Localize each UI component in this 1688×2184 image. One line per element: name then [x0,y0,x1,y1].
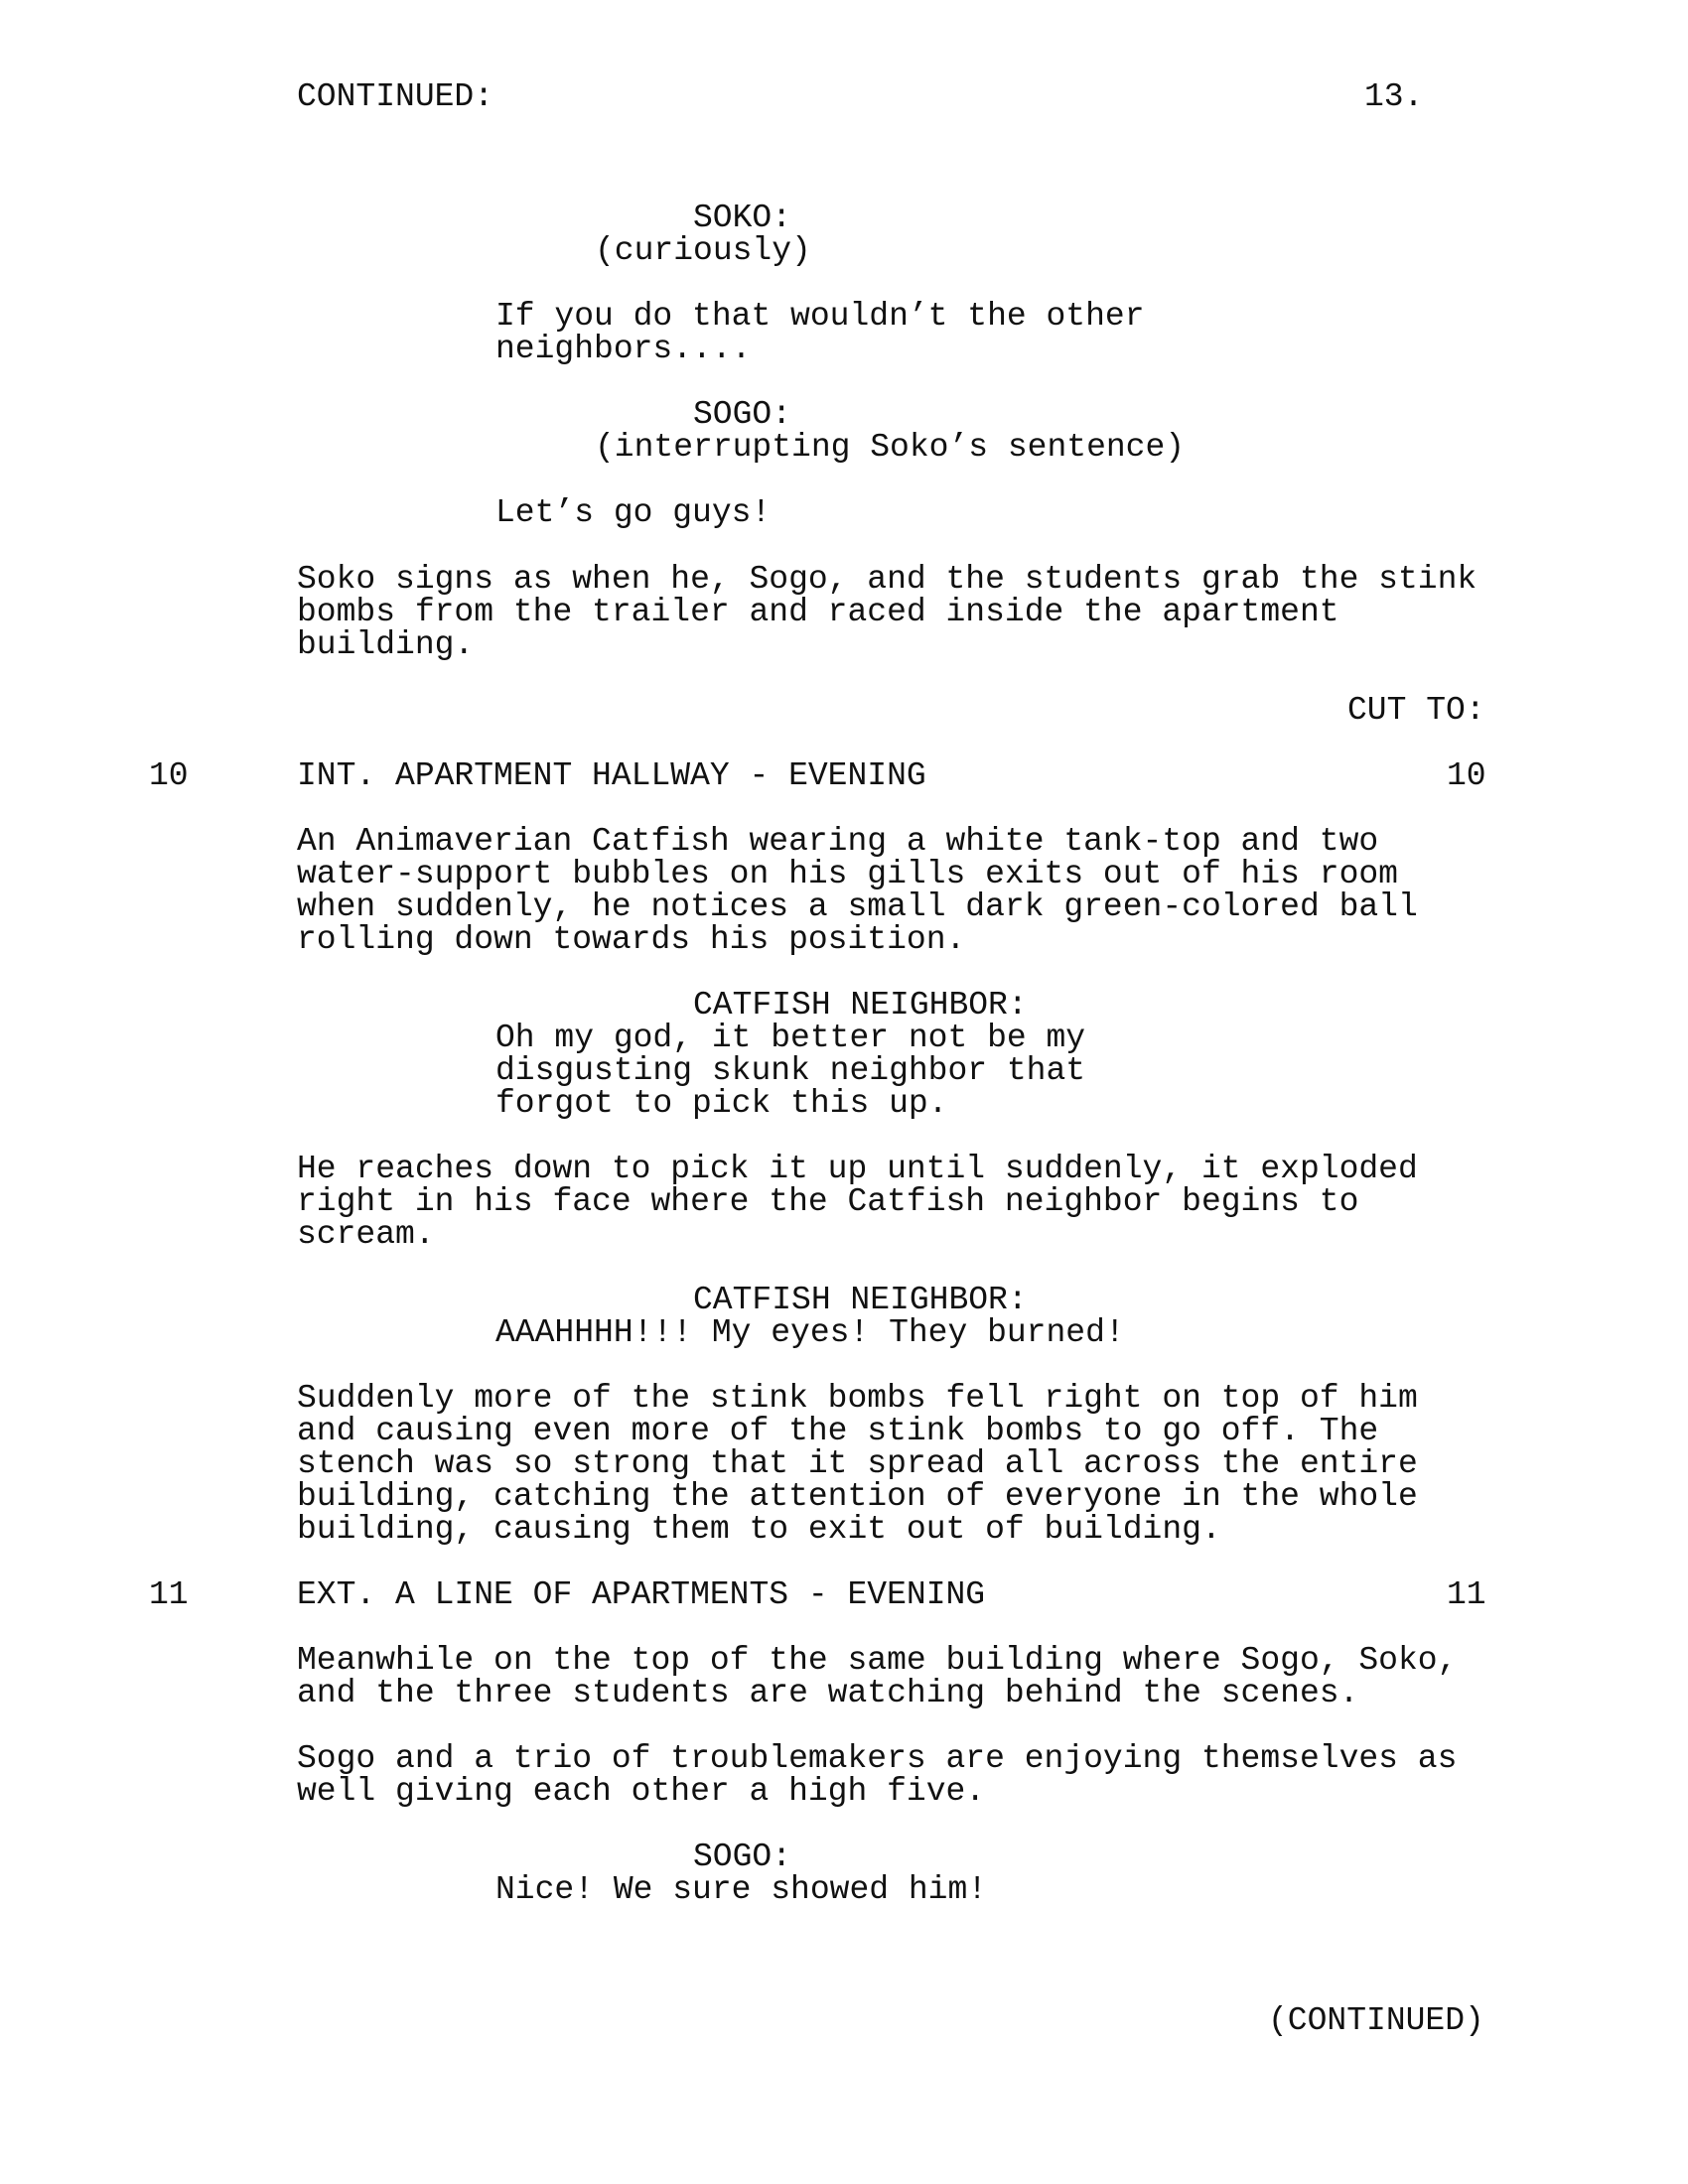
dialogue-line: Let’s go guys! [495,494,772,531]
dialogue-line: Oh my god, it better not be my [495,1020,1086,1056]
action-line: water-support bubbles on his gills exits out of his room [297,856,1398,892]
action-line: and causing even more of the stink bombs to go off. The [297,1413,1379,1449]
action-line: rolling down towards his position. [297,921,966,958]
action-line: Sogo and a trio of troublemakers are enjoying themselves as [297,1740,1458,1777]
character-name: CATFISH NEIGHBOR: [693,1282,1028,1318]
continued-footer: (CONTINUED) [1268,2002,1484,2039]
action-line: Soko signs as when he, Sogo, and the students grab the stink [297,561,1477,598]
action-line: Meanwhile on the top of the same building where Sogo, Soko, [297,1642,1458,1679]
action-line: scream. [297,1216,435,1253]
action-line: stench was so strong that it spread all across the entire [297,1445,1418,1482]
transition: CUT TO: [1347,692,1485,729]
scene-heading: EXT. A LINE OF APARTMENTS - EVENING [297,1576,986,1613]
page-number: 13. [1364,78,1424,115]
continued-header: CONTINUED: [297,78,494,115]
action-line: building, catching the attention of everyone in the whole [297,1478,1418,1515]
character-name: SOKO: [693,200,792,236]
parenthetical: (curiously) [595,232,811,269]
action-line: building. [297,626,475,663]
action-line: bombs from the trailer and raced inside the apartment [297,594,1339,630]
dialogue-line: disgusting skunk neighbor that [495,1052,1086,1089]
parenthetical: (interrupting Soko’s sentence) [595,429,1186,466]
scene-number-left: 11 [149,1576,189,1613]
dialogue-line: neighbors.... [495,331,752,367]
action-line: well giving each other a high five. [297,1773,986,1810]
action-line: An Animaverian Catfish wearing a white tank-top and two [297,823,1379,860]
action-line: He reaches down to pick it up until suddenly, it exploded [297,1151,1418,1187]
scene-heading: INT. APARTMENT HALLWAY - EVENING [297,757,926,794]
scene-number-right: 10 [1447,757,1486,794]
scene-number-left: 10 [149,757,189,794]
action-line: when suddenly, he notices a small dark green-colored ball [297,888,1418,925]
dialogue-line: AAAHHHH!!! My eyes! They burned! [495,1314,1125,1351]
character-name: CATFISH NEIGHBOR: [693,987,1028,1024]
dialogue-line: If you do that wouldn’t the other [495,298,1145,335]
action-line: Suddenly more of the stink bombs fell right on top of him [297,1380,1418,1417]
dialogue-line: forgot to pick this up. [495,1085,948,1122]
dialogue-line: Nice! We sure showed him! [495,1871,988,1908]
character-name: SOGO: [693,1839,792,1875]
action-line: building, causing them to exit out of building. [297,1511,1221,1548]
scene-number-right: 11 [1447,1576,1486,1613]
action-line: right in his face where the Catfish neighbor begins to [297,1183,1359,1220]
action-line: and the three students are watching behind the scenes. [297,1675,1359,1711]
character-name: SOGO: [693,396,792,433]
